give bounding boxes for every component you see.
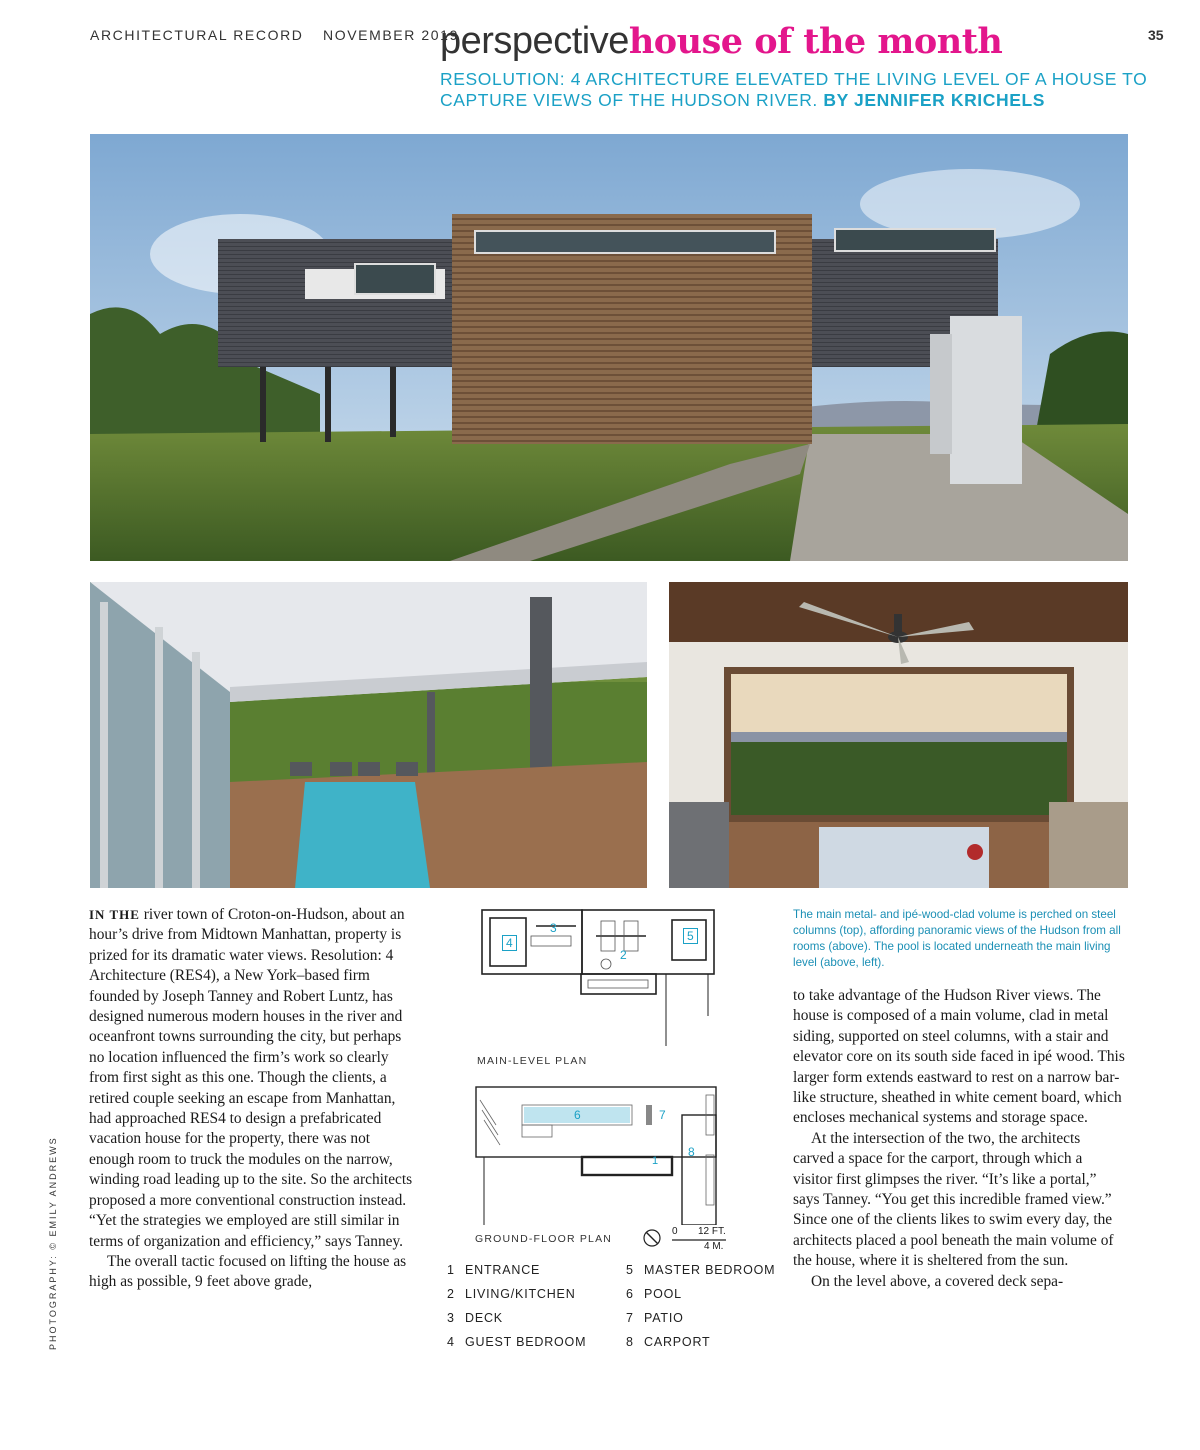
plan-legend bbox=[447, 1263, 777, 1353]
headline bbox=[440, 20, 1002, 63]
legend-item: 2 LIVING/KITCHEN bbox=[447, 1287, 576, 1301]
room-3-main: 3 bbox=[550, 921, 557, 935]
main-level-plan bbox=[476, 906, 721, 1046]
photo-caption: The main metal- and ipé-wood-clad volume is perched on steel columns (top), affording panoramic views of the Hudson from all rooms (above). The pool is located underneath the main living level (above, left). bbox=[793, 908, 1121, 969]
scale-feet: 12 FT. bbox=[698, 1226, 726, 1237]
legend-item: 8 CARPORT bbox=[626, 1335, 711, 1349]
main-level-plan-label: MAIN-LEVEL PLAN bbox=[477, 1055, 588, 1067]
paragraph-5: On the level above, a covered deck sepa- bbox=[811, 1272, 1064, 1290]
room-7-ground: 7 bbox=[659, 1108, 666, 1122]
article-column-3 bbox=[793, 986, 1125, 1292]
hero-photo bbox=[90, 134, 1128, 561]
issue-date: NOVEMBER 2019 bbox=[323, 27, 459, 43]
pool-photo bbox=[90, 582, 647, 888]
lead-in: IN THE bbox=[89, 907, 140, 922]
scale-zero: 0 bbox=[672, 1226, 678, 1237]
ground-floor-plan bbox=[474, 1085, 724, 1225]
paragraph-1: river town of Croton-on-Hudson, about an hour’s drive from Midtown Manhattan, property is prized for its dramatic water views. Resolution: 4 Architecture (RES4), a New York–based firm founded by Joseph Tanney and Robert Luntz, has designed numerous modern houses in the river and oceanfront towns surrounding the city, but perhaps no location influenced the firm’s work so clearly from first sight as this one. Though the clients, a retired couple seeking an escape from Manhattan, had approached RES4 to design a prefabricated vacation house for the property, there was not enough room to truck the modules on the narrow, winding road leading up to the site. So the architects proposed a more conventional construction instead. “Yet the strategies we employed are still similar in terms of organization and efficiency,” says Tanney. bbox=[89, 906, 413, 1250]
room-2-main: 2 bbox=[620, 948, 627, 962]
byline: BY JENNIFER KRICHELS bbox=[823, 90, 1046, 110]
legend-item: 1 ENTRANCE bbox=[447, 1263, 541, 1277]
legend-item: 7 PATIO bbox=[626, 1311, 684, 1325]
paragraph-2: The overall tactic focused on lifting the house as high as possible, 9 feet above grade, bbox=[89, 1252, 407, 1291]
framed-view-photo bbox=[669, 582, 1128, 888]
room-6-ground: 6 bbox=[574, 1108, 581, 1122]
magazine-name: ARCHITECTURAL RECORD bbox=[90, 27, 304, 43]
scale-meters: 4 M. bbox=[704, 1241, 724, 1252]
folio bbox=[90, 27, 473, 43]
ground-floor-plan-label: GROUND-FLOOR PLAN bbox=[475, 1233, 613, 1245]
paragraph-3: to take advantage of the Hudson River views. The house is composed of a main volume, clad in metal siding, supported on steel columns, with a stair and elevator core on its south side faced in ipé wood. This larger form extends eastward to rest on a narrow bar-like structure, sheathed in white cement board, which encloses mechanical systems and storage space. bbox=[793, 987, 1125, 1127]
deck-text: RESOLUTION: 4 ARCHITECTURE ELEVATED THE LIVING LEVEL OF A HOUSE TO CAPTURE VIEWS OF THE HUDSON RIVER. bbox=[440, 69, 1148, 110]
legend-item: 3 DECK bbox=[447, 1311, 503, 1325]
legend-item: 5 MASTER BEDROOM bbox=[626, 1263, 776, 1277]
room-4-main: 4 bbox=[502, 935, 517, 951]
article-column-1 bbox=[89, 905, 413, 1293]
scale-bar bbox=[642, 1226, 732, 1256]
section-name: perspective bbox=[440, 20, 629, 62]
paragraph-4: At the intersection of the two, the architects carved a space for the carport, through which a visitor first glimpses the river. “It’s like a portal,” says Tanney. “You get this incredible framed view.” Since one of the clients likes to swim every day, the architects placed a pool beneath the main volume of the house, where it is sheltered from the sun. bbox=[793, 1129, 1114, 1270]
deck bbox=[440, 69, 1160, 111]
room-1-ground: 1 bbox=[652, 1155, 659, 1167]
legend-item: 4 GUEST BEDROOM bbox=[447, 1335, 587, 1349]
room-5-main: 5 bbox=[683, 928, 698, 944]
page-number: 35 bbox=[1148, 27, 1164, 43]
photo-credit: PHOTOGRAPHY: © EMILY ANDREWS bbox=[48, 1136, 58, 1350]
article-title: house of the month bbox=[628, 21, 1003, 62]
legend-item: 6 POOL bbox=[626, 1287, 682, 1301]
room-8-ground: 8 bbox=[688, 1145, 695, 1159]
